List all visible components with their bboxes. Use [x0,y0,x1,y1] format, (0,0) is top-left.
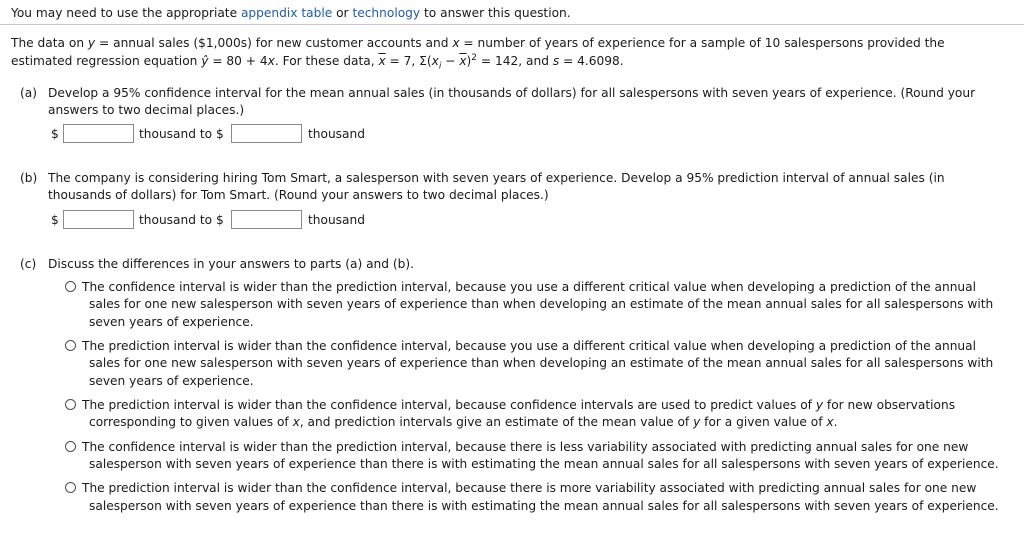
part-b-thousand-to-label: thousand to $ [139,213,224,227]
instruction-prefix: You may need to use the appropriate [11,6,241,20]
part-a-thousand-label: thousand [308,127,365,141]
option-1-line-2[interactable]: sales for one new salesperson with seven years of experience than when developing an estimate of the mean annual sales for all salespersons with [89,297,994,311]
part-a-question-line-1: Develop a 95% confidence interval for the mean annual sales (in thousands of dollars) for all salespersons with seven years of experience. (Round your [48,86,976,100]
option-3-radio[interactable] [65,399,76,410]
option-2-line-1[interactable]: The prediction interval is wider than the confidence interval, because you use a different critical value when developing a prediction of the annual [82,339,977,353]
option-5-line-2[interactable]: salesperson with seven years of experience than there is with estimating the mean annual sales for all salespersons with seven years of experience. [89,499,999,513]
option-4-radio[interactable] [65,441,76,452]
option-2-line-3[interactable]: seven years of experience. [89,374,254,388]
part-b-dollar-sign: $ [51,213,59,227]
option-4-line-2[interactable]: salesperson with seven years of experience than there is with estimating the mean annual sales for all salespersons with seven years of experience. [89,457,999,471]
intro-line-1: The data on y = annual sales ($1,000s) for new customer accounts and x = number of years of experience for a sample of 10 salespersons provided the [11,36,945,50]
instruction-suffix: to answer this question. [420,6,571,20]
part-b-thousand-label: thousand [308,213,365,227]
divider [0,24,1024,25]
part-b-question-line-1: The company is considering hiring Tom Smart, a salesperson with seven years of experience. Develop a 95% prediction interval of annual sales (in [48,171,945,185]
part-a-dollar-sign: $ [51,127,59,141]
appendix-table-link[interactable]: appendix table [240,6,333,20]
part-a-question-line-2: answers to two decimal places.) [48,103,245,117]
option-5-line-1[interactable]: The prediction interval is wider than the confidence interval, because there is more variability associated with predicting annual sales for one new [82,481,977,495]
option-5-radio[interactable] [65,482,76,493]
instruction-middle: or [332,6,353,20]
part-c-label: (c) [20,257,37,271]
part-a-label: (a) [20,86,37,100]
instruction-text [11,5,571,21]
part-a-thousand-to-label: thousand to $ [139,127,224,141]
intro-line-2: estimated regression equation ŷ = 80 + 4x. For these data, $\overline{x} = 7$, $\Sigma(x_i - \overline{x})^2 = 142$, and s = 4.6098. [11,52,624,72]
part-b-upper-bound-input[interactable] [231,210,302,229]
part-c-question: Discuss the differences in your answers to parts (a) and (b). [48,257,415,271]
technology-link[interactable]: technology [352,6,421,20]
part-a-lower-bound-input[interactable] [63,124,134,143]
option-1-radio[interactable] [65,281,76,292]
part-b-lower-bound-input[interactable] [63,210,134,229]
part-b-label: (b) [20,171,38,185]
option-2-radio[interactable] [65,340,76,351]
option-1-line-3[interactable]: seven years of experience. [89,315,254,329]
option-3-line-1[interactable]: The prediction interval is wider than the confidence interval, because confidence intervals are used to predict values of y for new observations [82,398,956,412]
option-1-line-1[interactable]: The confidence interval is wider than the prediction interval, because you use a different critical value when developing a prediction of the annual [82,280,977,294]
part-a-upper-bound-input[interactable] [231,124,302,143]
part-b-question-line-2: thousands of dollars) for Tom Smart. (Round your answers to two decimal places.) [48,188,549,202]
option-2-line-2[interactable]: sales for one new salesperson with seven years of experience than when developing an estimate of the mean annual sales for all salespersons with [89,356,994,370]
option-4-line-1[interactable]: The confidence interval is wider than the prediction interval, because there is less variability associated with predicting annual sales for one new [82,440,969,454]
option-3-line-2[interactable]: corresponding to given values of x, and prediction intervals give an estimate of the mean value of y for a given value of x. [89,415,838,429]
